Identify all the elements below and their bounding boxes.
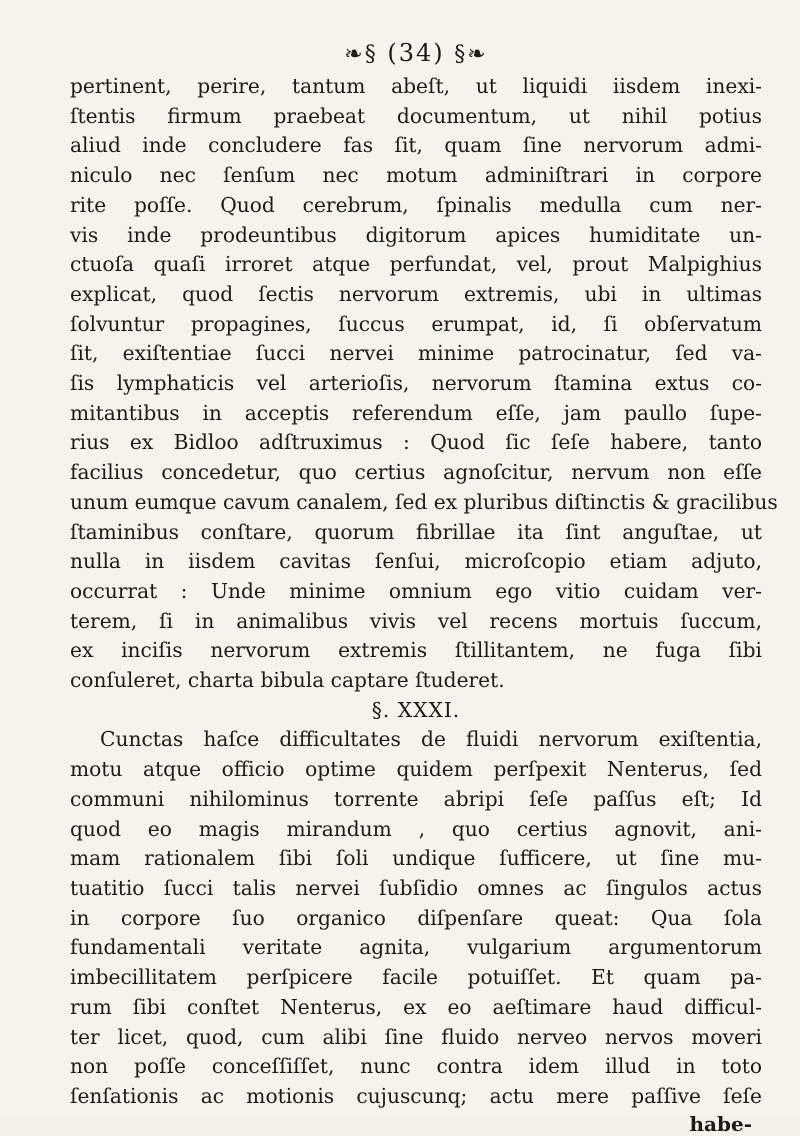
text-line: rite poſſe. Quod cerebrum, ſpinalis medulla cum ner- (70, 192, 762, 217)
page-number: (34) (387, 39, 445, 67)
text-line: terem, ſi in animalibus vivis vel recens mortuis ſuccum, (70, 608, 762, 633)
text-line: non poſſe conceſſiſſet, nunc contra idem illud in toto (70, 1054, 762, 1079)
text-line: pertinent, perire, tantum abeſt, ut liquidi iisdem inexi- (70, 74, 762, 98)
text-line: ſenſationis ac motionis cujuscunq; actu mere paſſive ſeſe (70, 1083, 762, 1108)
text-line: in corpore ſuo organico diſpenſare queat: Qua ſola (70, 905, 762, 930)
text-line: explicat, quod ſectis nervorum extremis, ubi in ultimas (70, 281, 762, 306)
text-line: quod eo magis mirandum , quo certius agnovit, ani- (70, 816, 762, 841)
page-header (70, 40, 762, 68)
text-line: Cunctas haſce difficultates de fluidi nervorum exiſtentia, (100, 727, 762, 752)
text-line: rum ſibi conſtet Nenterus, ex eo aeſtimare haud difficul- (70, 994, 762, 1019)
text-line: ſtaminibus conſtare, quorum fibrillae ita ſint anguſtae, ut (70, 519, 762, 544)
left-ornament: ❧§ (344, 42, 378, 67)
text-line: motu atque officio optime quidem perſpexit Nenterus, ſed (70, 757, 762, 782)
paragraph-2 (70, 725, 762, 1111)
text-line: aliud inde concludere fas ſit, quam ſine nervorum admi- (70, 133, 762, 158)
text-line: conſuleret, charta bibula captare ſtuderet. (70, 668, 505, 693)
right-ornament: §❧ (454, 42, 488, 67)
text-line: vis inde prodeuntibus digitorum apices humiditate un- (70, 222, 762, 247)
text-line: imbecillitatem perſpicere facile potuiſſet. Et quam pa- (70, 965, 762, 990)
text-line: mitantibus in acceptis referendum eſſe, jam paullo ſupe- (70, 400, 762, 425)
text-line: nulla in iisdem cavitas ſenſui, microſcopio etiam adjuto, (70, 549, 762, 574)
text-line: niculo nec ſenſum nec motum adminiſtrari in corpore (70, 163, 762, 188)
text-line: ex inciſis nervorum extremis ſtillitantem, ne fuga ſibi (70, 638, 762, 663)
text-line: ſis lymphaticis vel arterioſis, nervorum ſtamina extus co- (70, 371, 762, 396)
text-line: ter licet, quod, cum alibi ſine fluido nerveo nervos moveri (70, 1024, 762, 1049)
text-line: ſolvuntur propagines, ſuccus erumpat, id, ſi obſervatum (70, 311, 762, 336)
section-heading: §. XXXI. (371, 697, 461, 722)
text-line: occurrat : Unde minime omnium ego vitio cuidam ver- (70, 578, 762, 603)
text-line: ctuoſa quaſi irroret atque perfundat, vel, prout Malpighius (70, 252, 762, 277)
text-line: rius ex Bidloo adſtruximus : Quod ſic ſeſe habere, tanto (70, 430, 762, 455)
text-line: facilius concedetur, quo certius agnoſcitur, nervum non eſſe (70, 460, 762, 485)
text-line: tuatitio ſucci talis nervei ſubſidio omnes ac ſingulos actus (70, 875, 762, 900)
text-line: fundamentali veritate agnita, vulgarium argumentorum (70, 935, 762, 960)
text-line: mam rationalem ſibi ſoli undique ſufficere, ut ſine mu- (70, 846, 762, 871)
text-line: ſit, exiſtentiae ſucci nervei minime patrocinatur, ſed va- (70, 341, 762, 366)
paragraph-1 (70, 72, 778, 696)
text-line: unum eumque cavum canalem, ſed ex pluribus diſtinctis & gracilibus (70, 489, 778, 514)
text-line: ſtentis firmum praebeat documentum, ut nihil potius (70, 103, 762, 128)
text-line: communi nihilominus torrente abripi ſeſe paſſus eſt; Id (70, 786, 762, 811)
catchword: habe- (689, 1111, 752, 1136)
